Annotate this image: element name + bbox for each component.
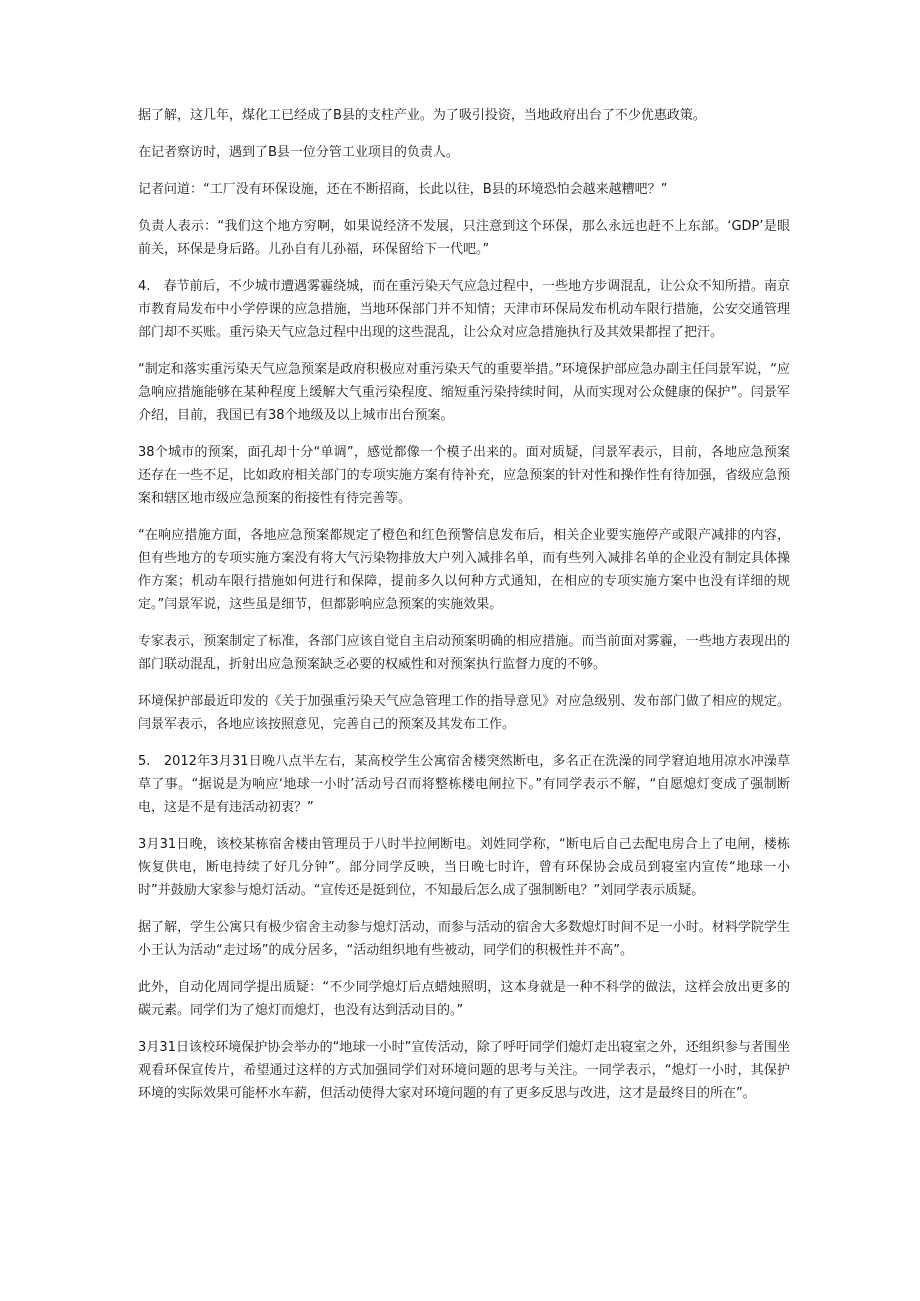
paragraph-item-4: 4. 春节前后，不少城市遭遇雾霾绕城，而在重污染天气应急过程中，一些地方步调混乱，让公众不知所措。南京市教育局发布中小学停课的应急措施，当地环保部门并不知情；天津市环保局发布机动车限行措施，公安交通管理部门却不买账。重污染天气应急过程中出现的这些混乱，让公众对应急措施执行及其效果都捏了把汗。: [138, 279, 790, 340]
paragraph: 负责人表示：“我们这个地方穷啊，如果说经济不发展，只注意到这个环保，那么永远也赶不上东部。‘GDP’是眼前关，环保是身后路。儿孙自有儿孙福，环保留给下一代吧。”: [138, 219, 790, 257]
paragraph: 据了解，这几年，煤化工已经成了B县的支柱产业。为了吸引投资，当地政府出台了不少优惠政策。: [138, 108, 706, 123]
paragraph: 此外，自动化周同学提出质疑：“不少同学熄灯后点蜡烛照明，这本身就是一种不科学的做法，这样会放出更多的碳元素。同学们为了熄灯而熄灯，也没有达到活动目的。”: [138, 980, 790, 1018]
paragraph: “在响应措施方面，各地应急预案都规定了橙色和红色预警信息发布后，相关企业要实施停产或限产减排的内容，但有些地方的专项实施方案没有将大气污染物排放大户列入减排名单，而有些列入减排名单的企业没有制定具体操作方案；机动车限行措施如何进行和保障，提前多久以何种方式通知，在相应的专项实施方案中也没有详细的规定。”闫景军说，这些虽是细节，但都影响应急预案的实施效果。: [138, 528, 790, 612]
paragraph-item-5: 5. 2012年3月31日晚八点半左右，某高校学生公寓宿舍楼突然断电，多名正在洗澡的同学窘迫地用凉水冲澡草草了事。“据说是为响应‘地球一小时’活动号召而将整栋楼电闸拉下。”有同学表示不解，“自愿熄灯变成了强制断电，这是不是有违活动初衷？”: [138, 754, 790, 815]
paragraph: 专家表示，预案制定了标准，各部门应该自觉自主启动预案明确的相应措施。而当前面对雾霾，一些地方表现出的部门联动混乱，折射出应急预案缺乏必要的权威性和对预案执行监督力度的不够。: [138, 634, 790, 672]
paragraph: “制定和落实重污染天气应急预案是政府积极应对重污染天气的重要举措。”环境保护部应急办副主任闫景军说，“应急响应措施能够在某种程度上缓解大气重污染程度、缩短重污染持续时间，从而实现对公众健康的保护”。闫景军介绍，目前，我国已有38个地级及以上城市出台预案。: [138, 362, 790, 423]
paragraph: 记者问道：“工厂没有环保设施，还在不断招商，长此以往，B县的环境恐怕会越来越糟吧？”: [138, 182, 668, 197]
paragraph: 3月31日该校环境保护协会举办的“地球一小时”宣传活动，除了呼吁同学们熄灯走出寝室之外，还组织参与者围坐观看环保宣传片，希望通过这样的方式加强同学们对环境问题的思考与关注。一同学表示，“熄灯一小时，其保护环境的实际效果可能杯水车薪，但活动使得大家对环境问题的有了更多反思与改进，这才是最终目的所在”。: [138, 1040, 790, 1101]
paragraph: 环境保护部最近印发的《关于加强重污染天气应急管理工作的指导意见》对应急级别、发布部门做了相应的规定。闫景军表示，各地应该按照意见，完善自己的预案及其发布工作。: [138, 694, 790, 732]
paragraph: 据了解，学生公寓只有极少宿舍主动参与熄灯活动，而参与活动的宿舍大多数熄灯时间不足一小时。材料学院学生小王认为活动“走过场”的成分居多，“活动组织地有些被动，同学们的积极性并不高”。: [138, 920, 790, 958]
paragraph: 38个城市的预案，面孔却十分“单调”，感觉都像一个模子出来的。面对质疑，闫景军表示，目前，各地应急预案还存在一些不足，比如政府相关部门的专项实施方案有待补充，应急预案的针对性和操作性有待加强，省级应急预案和辖区地市级应急预案的衔接性有待完善等。: [138, 445, 790, 506]
document-body: [138, 104, 790, 1119]
paragraph: 在记者察访时，遇到了B县一位分管工业项目的负责人。: [138, 145, 459, 160]
paragraph: 3月31日晚，该校某栋宿舍楼由管理员于八时半拉闸断电。刘姓同学称，“断电后自己去配电房合上了电闸，楼栋恢复供电，断电持续了好几分钟”。部分同学反映，当日晚七时许，曾有环保协会成员到寝室内宣传“地球一小时”并鼓励大家参与熄灯活动。“宣传还是挺到位，不知最后怎么成了强制断电？”刘同学表示质疑。: [138, 837, 790, 898]
